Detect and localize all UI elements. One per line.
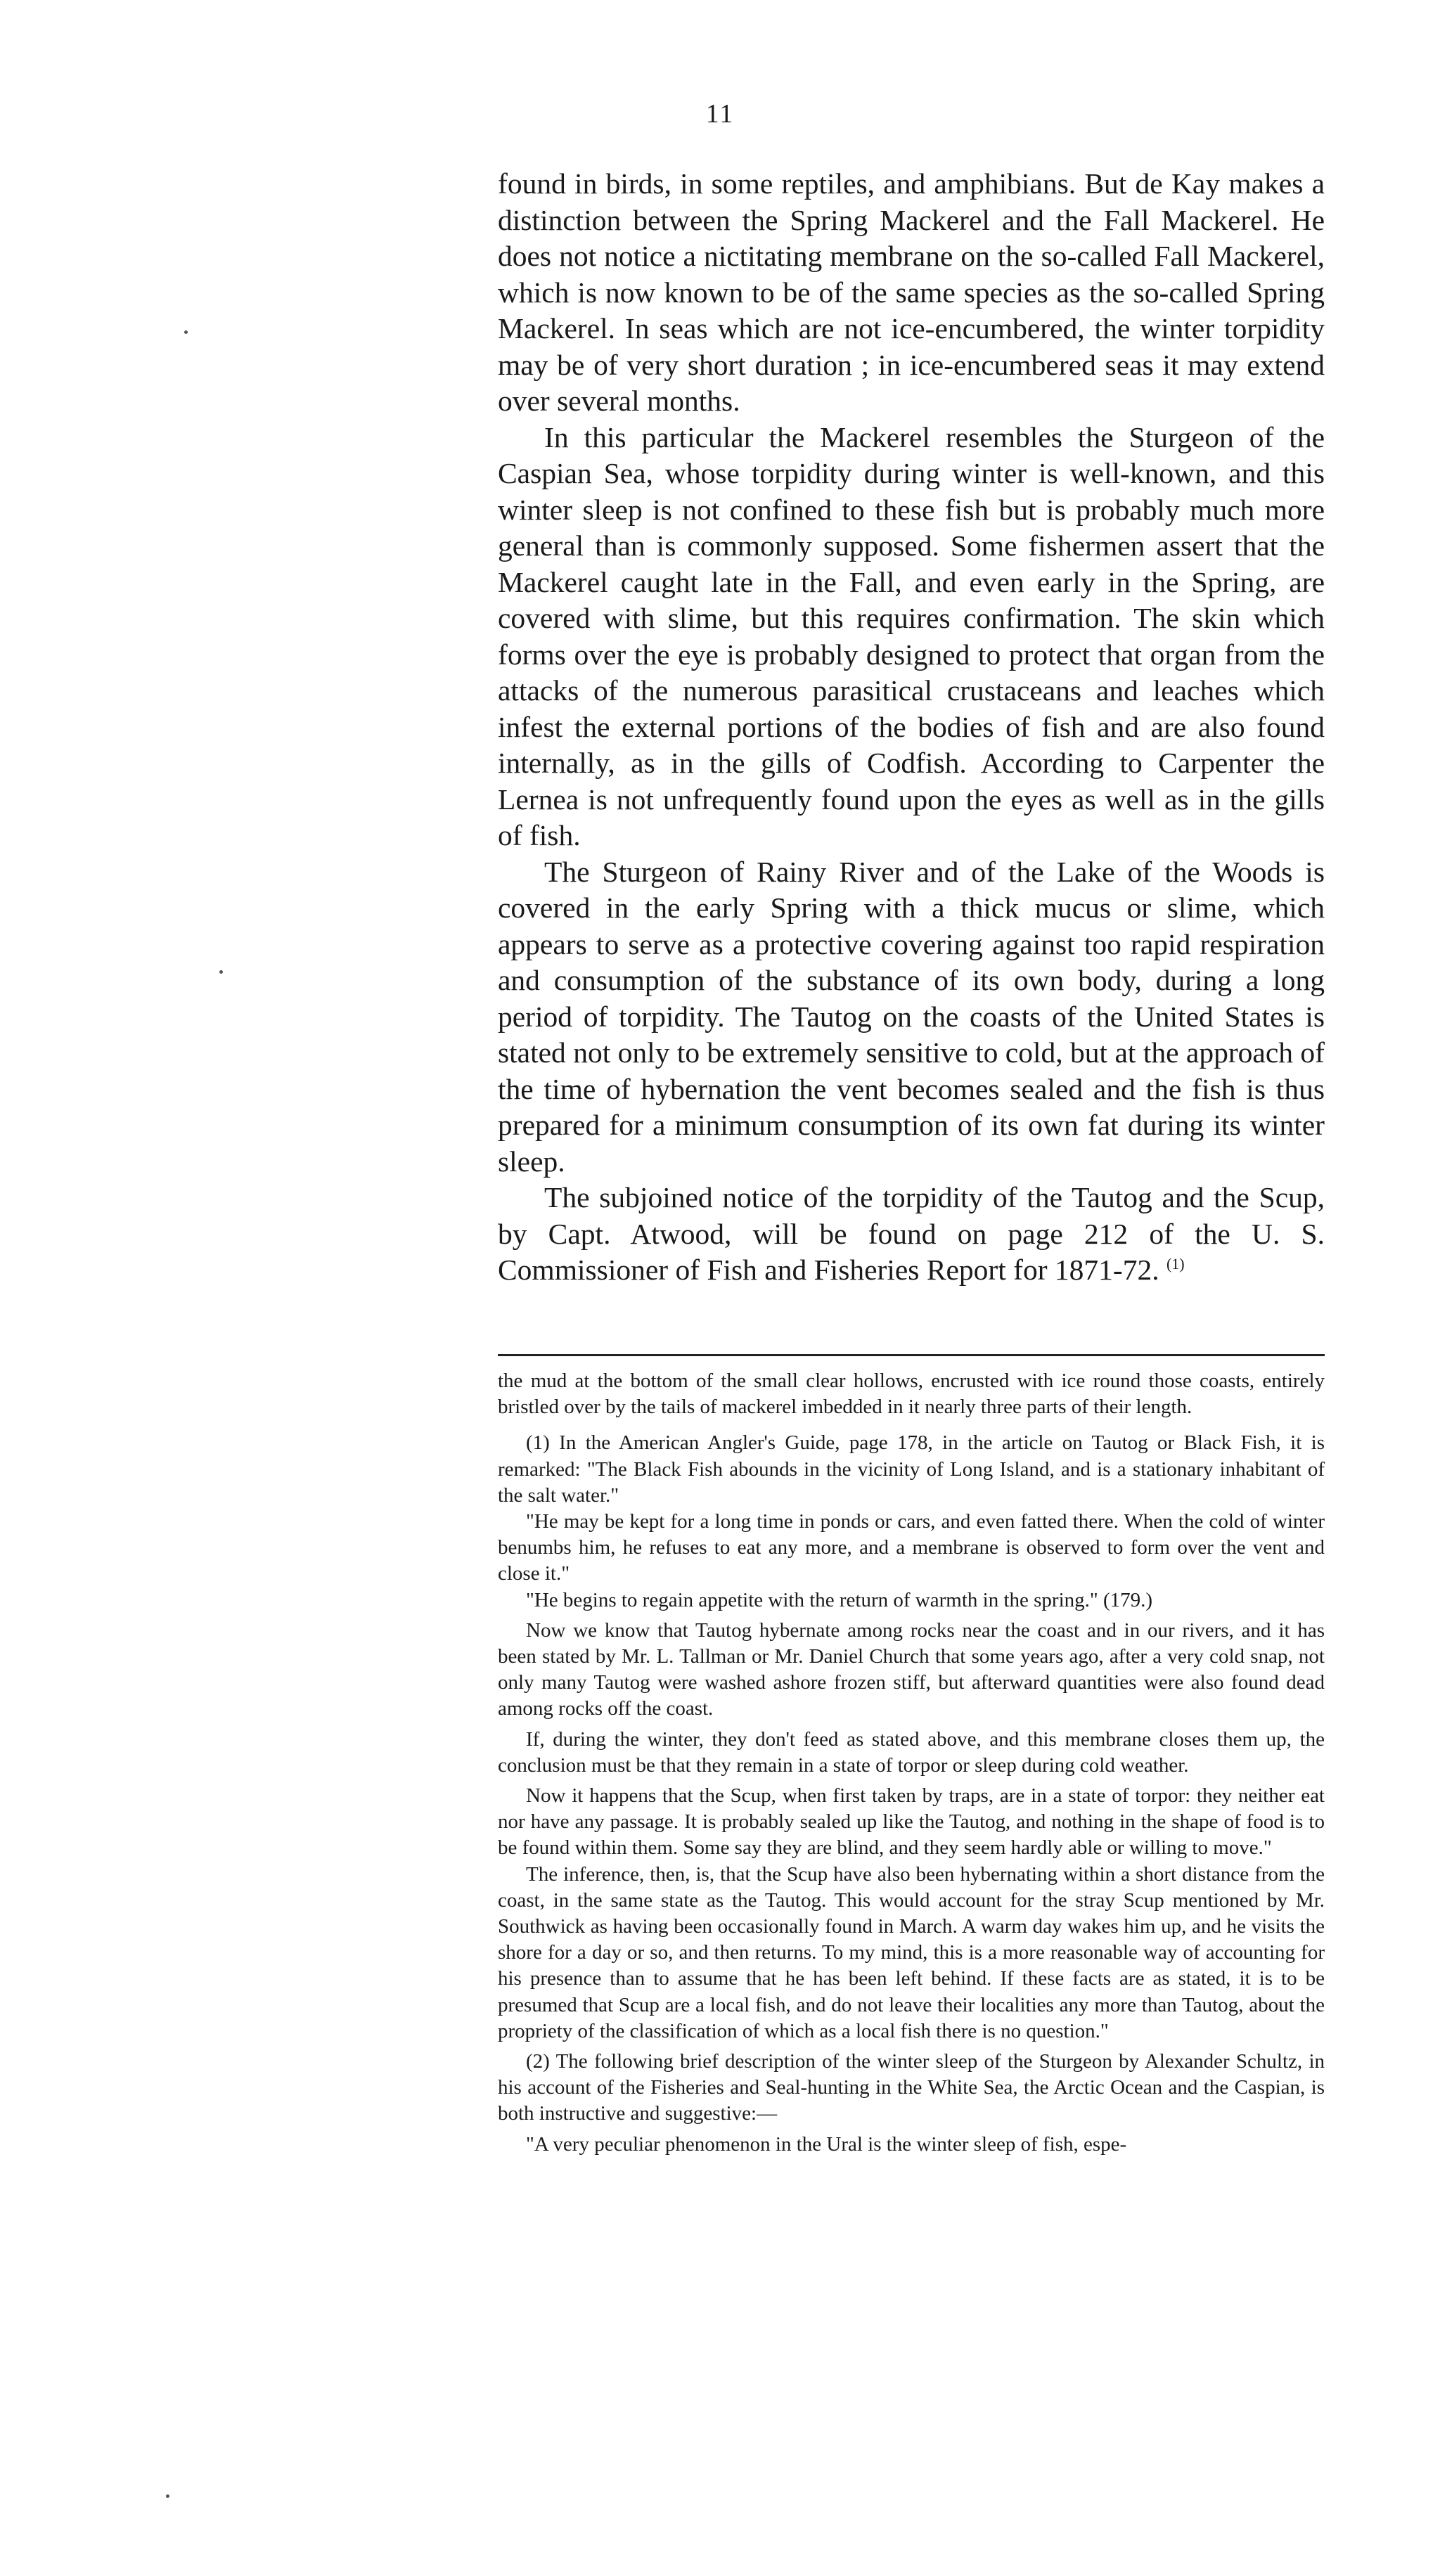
body-paragraph-1: found in birds, in some reptiles, and amphibians. But de Kay makes a distinction between the Spring Mackerel and the Fall Mackerel. He does not notice a nictitating membrane on the so-called Fall Mackerel, which is now known to be of the same species as the so-called Spring Mackerel. In seas which are not ice-encumbered, the winter torpidity may be of very short duration ; in ice-encumbered seas it may extend over several months. bbox=[498, 167, 1325, 417]
footnote-1-quote-1: "He may be kept for a long time in ponds or cars, and even fatted there. When the cold of winter benumbs him, he refuses to eat any more, and a membrane is observed to form over the vent and close it." bbox=[498, 1510, 1325, 1585]
footnote-2-quote: "A very peculiar phenomenon in the Ural is the winter sleep of fish, espe- bbox=[526, 2132, 1127, 2156]
footnote-1: (1) In the American Angler's Guide, page 178, in the article on Tautog or Black Fish, it is remarked: "The Black Fish abounds in the vicinity of Long Island, and is a stationary inhabitant of the salt water." bbox=[498, 1431, 1325, 1507]
footnote-continuation: the mud at the bottom of the small clear hollows, encrusted with ice round those coasts, entirely bristled over by the tails of mackerel imbedded in it nearly three parts of their length. bbox=[498, 1370, 1325, 1419]
footnote-1-para-scup: Now it happens that the Scup, when first taken by traps, are in a state of torpor: they neither eat nor have any passage. It is probably sealed up like the Tautog, and nothing in the shape of food is to be found within them. Some say they are blind, and they seem hardly able or willing to move." bbox=[498, 1784, 1325, 1860]
margin-speck bbox=[184, 330, 188, 334]
footnote-1-para-inference: The inference, then, is, that the Scup have also been hybernating within a short distance from the coast, in the same state as the Tautog. This would account for the stray Scup mentioned by Mr. Southwick as having been occasionally found in March. A warm day wakes him up, and he visits the shore for a day or so, and then returns. To my mind, this is a more reasonable way of accounting for his presence than to assume that he has been left behind. If these facts are as stated, it is to be presumed that Scup are a local fish, and do not leave their localities any more than Tautog, about the propriety of the classification of which as a local fish there is no question." bbox=[498, 1862, 1325, 2042]
footnote-1-para-winter: If, during the winter, they don't feed as stated above, and this membrane closes them up, the conclusion must be that they remain in a state of torpor or sleep during cold weather. bbox=[498, 1727, 1325, 1777]
page-number: 11 bbox=[705, 99, 735, 129]
footnote-divider bbox=[498, 1354, 1325, 1356]
margin-speck bbox=[166, 2494, 169, 2498]
footnote-1-para-tautog: Now we know that Tautog hybernate among rocks near the coast and in our rivers, and it has been stated by Mr. L. Tallman or Mr. Daniel Church that some years ago, after a very cold snap, not only many Tautog were washed ashore frozen stiff, but afterward quantities were also found dead among rocks off the coast. bbox=[498, 1618, 1325, 1720]
footnote-1-quote-2: "He begins to regain appetite with the return of warmth in the spring." (179.) bbox=[526, 1588, 1153, 1611]
body-paragraph-3: The Sturgeon of Rainy River and of the Lake of the Woods is covered in the early Spring with a thick mucus or slime, which appears to serve as a protective covering against too rapid respiration and consumption of the substance of its own body, during a long period of torpidity. The Tautog on the coasts of the United States is stated not only to be extremely sensitive to cold, but at the approach of the time of hybernation the vent becomes sealed and the fish is thus prepared for a minimum consumption of its own fat during its winter sleep. bbox=[498, 855, 1325, 1178]
footnote-reference: (1) bbox=[1166, 1255, 1185, 1273]
footnotes bbox=[498, 1368, 1325, 2158]
body-paragraph-4 bbox=[498, 1180, 1325, 1289]
body-paragraph-4-text: The subjoined notice of the torpidity of the Tautog and the Scup, by Capt. Atwood, will be found on page 212 of the U. S. Commissioner of Fish and Fisheries Report for 1871-72. bbox=[498, 1181, 1325, 1286]
footnote-2: (2) The following brief description of the winter sleep of the Sturgeon by Alexander Schultz, in his account of the Fisheries and Seal-hunting in the White Sea, the Arctic Ocean and the Caspian, is both instructive and suggestive:— bbox=[498, 2050, 1325, 2125]
body-text bbox=[498, 166, 1325, 1289]
margin-speck bbox=[219, 970, 223, 974]
body-paragraph-2: In this particular the Mackerel resembles the Sturgeon of the Caspian Sea, whose torpidity during winter is well-known, and this winter sleep is not confined to these fish but is probably much more general than is commonly supposed. Some fishermen assert that the Mackerel caught late in the Fall, and even early in the Spring, are covered with slime, but this requires confirmation. The skin which forms over the eye is probably designed to protect that organ from the attacks of the numerous parasitical crustaceans and leaches which infest the external portions of the bodies of fish and are also found internally, as in the gills of Codfish. According to Carpenter the Lernea is not unfrequently found upon the eyes as well as in the gills of fish. bbox=[498, 420, 1325, 851]
